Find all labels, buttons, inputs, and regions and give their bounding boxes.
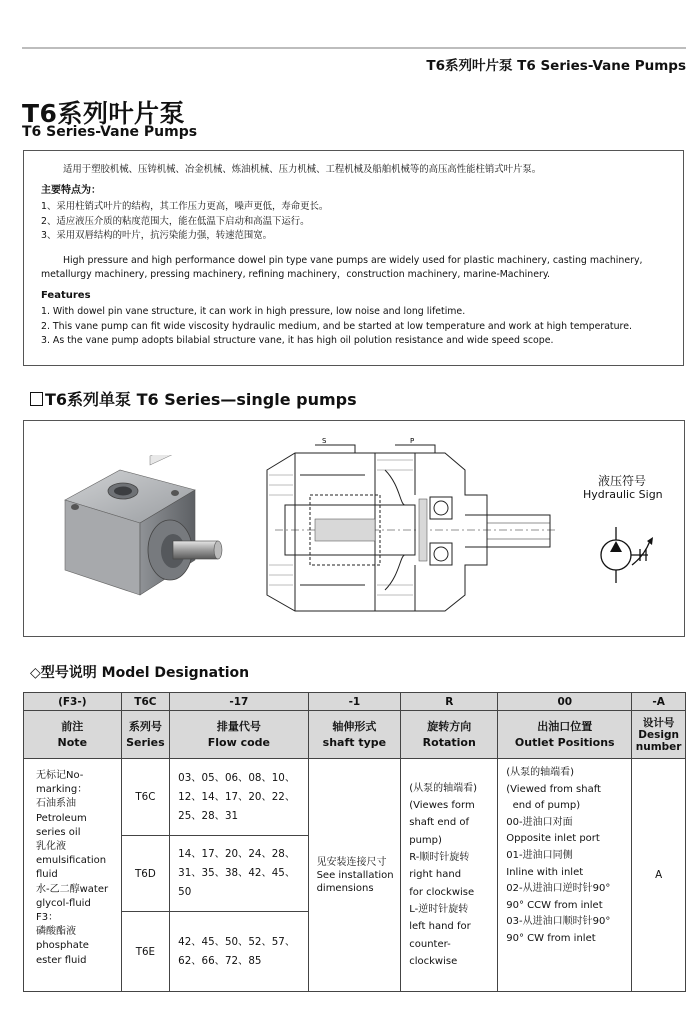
feature-cn-item: 3、采用双唇结构的叶片，抗污染能力强，转速范围宽。 bbox=[41, 230, 272, 241]
cell-line: emulsification bbox=[36, 855, 107, 867]
series-cell: T6C bbox=[121, 759, 170, 836]
code-cell: R bbox=[401, 693, 498, 711]
cell-line: ester fluid bbox=[36, 954, 87, 966]
cell-line: 12、14、17、20、22、 bbox=[178, 790, 296, 803]
header-flow-code: 排量代号 Flow code bbox=[170, 711, 308, 759]
cell-line: shaft end of bbox=[409, 817, 470, 829]
feature-en-item: 1. With dowel pin vane structure, it can work in high pressure, low noise and long lifetime. bbox=[41, 306, 466, 317]
cell-line: series oil bbox=[36, 826, 81, 838]
code-cell: -17 bbox=[170, 693, 308, 711]
cell-line: 乳化液 bbox=[36, 841, 66, 853]
cell-line: end of pump) bbox=[506, 800, 581, 812]
section-model-designation-title: ◇型号说明 Model Designation bbox=[30, 665, 250, 681]
cell-line: dimensions bbox=[316, 882, 374, 894]
hydraulic-symbol-icon bbox=[592, 525, 662, 585]
intro-en-paragraph: High pressure and high performance dowel pin type vane pumps are widely used for plastic machinery, casting machinery, metallurgy machinery, pressing machinery, refining machinery，construction machinery, marine-Machinery. bbox=[41, 254, 643, 280]
cell-line: 25、28、31 bbox=[178, 809, 239, 822]
header-design-number: 设计号 Design number bbox=[632, 711, 686, 759]
cell-line: 00-进油口对面 bbox=[506, 816, 573, 828]
cell-line: 03、05、06、08、10、 bbox=[178, 771, 296, 784]
header-note: 前注 Note bbox=[24, 711, 122, 759]
code-cell: 00 bbox=[498, 693, 632, 711]
model-designation-table bbox=[23, 692, 686, 992]
header-rule bbox=[22, 47, 686, 49]
rotation-cell bbox=[401, 759, 498, 992]
header-outlet-positions: 出油口位置 Outlet Positions bbox=[498, 711, 632, 759]
intro-cn-paragraph: 适用于塑胶机械、压铸机械、冶金机械、炼油机械、压力机械、工程机械及船舶机械等的高压高性能柱销式叶片泵。 bbox=[63, 164, 542, 175]
cell-line: Opposite inlet port bbox=[506, 833, 600, 845]
code-row bbox=[24, 693, 686, 711]
outlet-positions-cell bbox=[498, 759, 632, 992]
cell-line: See installation bbox=[316, 869, 394, 881]
features-cn-heading: 主要特点为： bbox=[41, 184, 101, 196]
shaft-type-cell bbox=[308, 759, 401, 992]
feature-cn-item: 1、采用柱销式叶片的结构，其工作压力更高，噪声更低，寿命更长。 bbox=[41, 201, 329, 212]
port-label-p: P bbox=[410, 437, 415, 445]
cell-line: glycol-fluid bbox=[36, 897, 91, 909]
square-icon bbox=[30, 392, 43, 406]
cell-line: (Viewes form bbox=[409, 800, 475, 812]
table-row bbox=[24, 759, 686, 836]
cell-line: 42、45、50、52、57、 bbox=[178, 935, 296, 948]
header-row bbox=[24, 711, 686, 759]
cell-line: Petroleum bbox=[36, 812, 87, 824]
cell-line: Inline with inlet bbox=[506, 866, 584, 878]
cell-line: (Viewed from shaft bbox=[506, 783, 601, 795]
cell-line: pump) bbox=[409, 834, 442, 846]
cell-line: for clockwise bbox=[409, 886, 475, 898]
cell-line: 62、66、72、85 bbox=[178, 954, 262, 967]
pump-photo bbox=[45, 455, 225, 615]
cell-line: 02-从进油口逆时针90° bbox=[506, 883, 611, 895]
cell-line: 03-从进油口顺时针90° bbox=[506, 916, 611, 928]
hydraulic-sign-label-cn: 液压符号 bbox=[598, 474, 647, 488]
flow-code-cell bbox=[170, 759, 308, 836]
header-shaft-type: 轴伸形式 shaft type bbox=[308, 711, 401, 759]
flow-code-cell bbox=[170, 912, 308, 992]
note-cell bbox=[24, 759, 122, 992]
header-series: 系列号 Series bbox=[121, 711, 170, 759]
intro-box bbox=[23, 150, 684, 366]
cell-line: (从泵的轴端看) bbox=[409, 782, 478, 794]
cell-line: R-顺时针旋转 bbox=[409, 852, 470, 864]
cell-line: 无标记No- bbox=[36, 770, 84, 781]
code-cell: -A bbox=[632, 693, 686, 711]
cell-line: clockwise bbox=[409, 955, 458, 967]
cell-line: right hand bbox=[409, 869, 462, 881]
cell-line: 水-乙二醇water bbox=[36, 883, 109, 895]
series-cell: T6E bbox=[121, 912, 170, 992]
page-title-en: T6 Series-Vane Pumps bbox=[22, 124, 198, 140]
cell-line: 石油系油 bbox=[36, 798, 76, 810]
cell-line: 见安装连接尺寸 bbox=[316, 856, 387, 868]
pump-cross-section-drawing bbox=[255, 435, 565, 625]
hydraulic-sign-label-en: Hydraulic Sign bbox=[583, 488, 663, 501]
cell-line: 90° CW from inlet bbox=[506, 932, 596, 944]
page-title-cn: T6系列叶片泵 bbox=[22, 99, 185, 128]
cell-line: counter- bbox=[409, 938, 451, 950]
code-cell: (F3-) bbox=[24, 693, 122, 711]
cell-line: 31、35、38、42、45、 bbox=[178, 867, 296, 879]
cell-line: 90° CCW from inlet bbox=[506, 899, 603, 911]
cell-line: phosphate bbox=[36, 940, 89, 952]
cell-line: L-逆时针旋转 bbox=[409, 903, 469, 915]
design-number-cell: A bbox=[632, 759, 686, 992]
cell-line: left hand for bbox=[409, 921, 471, 933]
cell-line: (从泵的轴端看) bbox=[506, 767, 575, 778]
code-cell: -1 bbox=[308, 693, 401, 711]
cell-line: fluid bbox=[36, 869, 58, 881]
port-label-s: S bbox=[322, 437, 327, 445]
cell-line: 磷酸酯液 bbox=[36, 926, 76, 938]
cell-line: 14、17、20、24、28、 bbox=[178, 848, 296, 860]
code-cell: T6C bbox=[121, 693, 170, 711]
feature-en-item: 2. This vane pump can fit wide viscosity hydraulic medium, and be started at low temperature and work at high temperature. bbox=[41, 320, 632, 332]
features-en-heading: Features bbox=[41, 289, 91, 301]
cell-line: marking： bbox=[36, 784, 88, 796]
cell-line: 01-进油口同侧 bbox=[506, 849, 573, 861]
feature-en-item: 3. As the vane pump adopts bilabial structure vane, it has high oil polution resistance and wide speed scope. bbox=[41, 335, 554, 346]
cell-line: 50 bbox=[178, 886, 192, 898]
feature-cn-item: 2、适应液压介质的粘度范围大，能在低温下启动和高温下运行。 bbox=[41, 215, 310, 227]
running-header: T6系列叶片泵 T6 Series-Vane Pumps bbox=[426, 58, 686, 74]
header-rotation: 旋转方向 Rotation bbox=[401, 711, 498, 759]
flow-code-cell bbox=[170, 836, 308, 912]
series-cell: T6D bbox=[121, 836, 170, 912]
cell-line: F3： bbox=[36, 912, 59, 924]
section-single-pumps-title: T6系列单泵 T6 Series—single pumps bbox=[30, 387, 357, 410]
